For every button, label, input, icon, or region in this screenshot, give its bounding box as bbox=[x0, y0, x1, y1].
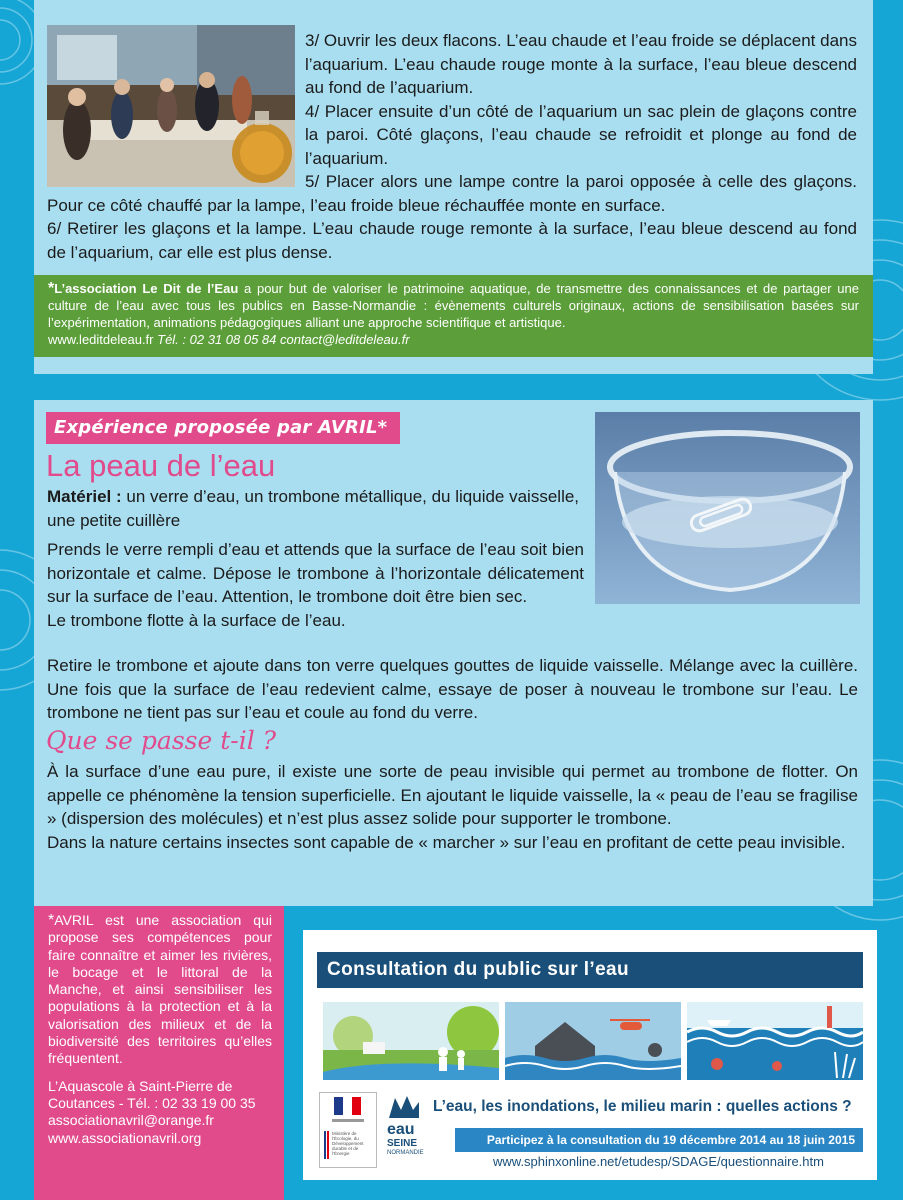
step-4: 4/ Placer ensuite d’un côté de l’aquarium un sac plein de glaçons contre la paroi. Côté glaçons, l’eau chaude se refroidit et plonge au fond de l’aquarium. bbox=[305, 101, 857, 168]
avril-address: L’Aquascole à Saint-Pierre de Coutances - Tél. : 02 33 19 00 35 bbox=[48, 1077, 256, 1111]
experience-answer bbox=[47, 760, 858, 854]
asterisk: * bbox=[48, 280, 55, 297]
avril-email[interactable]: associationavril@orange.fr bbox=[48, 1112, 214, 1129]
consultation-ad bbox=[303, 930, 877, 1180]
ad-title: Consultation du public sur l’eau bbox=[317, 952, 863, 988]
dit-de-leau-text: a pour but de valoriser le patrimoine aquatique, de transmettre des connaissances et de partager une culture de l’eau avec tous les publics en Basse-Normandie : évènements culturels originaux, actions de sensibilisation basées sur l’expérimentation, animations pédagogiques alliant une approche scientifique et artistique. bbox=[48, 281, 859, 330]
dit-de-leau-description bbox=[48, 280, 859, 331]
workshop-photo bbox=[47, 25, 295, 187]
avril-description: AVRIL est une association qui propose ses compétences pour faire connaître et aimer les rivières, le bocage et le littoral de la Manche, et ainsi sensibiliser les populations à la protection et à la valorisation des milieux et de la biodiversité des territoires qu’elles fréquentent. bbox=[48, 912, 272, 1067]
dit-de-leau-name: L’association Le Dit de l’Eau bbox=[54, 281, 239, 296]
ad-url[interactable]: www.sphinxonline.net/etudesp/SDAGE/questionnaire.htm bbox=[493, 1154, 824, 1169]
ad-illustration-flood bbox=[505, 1002, 681, 1080]
materiel-text: un verre d’eau, un trombone métallique, du liquide vaisselle, une petite cuillère bbox=[47, 487, 580, 530]
ad-illustration-land bbox=[323, 1002, 499, 1080]
materiel-label: Matériel : bbox=[47, 487, 122, 506]
dit-de-leau-contact bbox=[48, 331, 859, 348]
ad-dates: Participez à la consultation du 19 décembre 2014 au 18 juin 2015 bbox=[455, 1128, 863, 1152]
experience-continued bbox=[47, 654, 858, 725]
avril-website[interactable]: www.associationavril.org bbox=[48, 1129, 202, 1146]
republique-francaise-logo bbox=[319, 1092, 377, 1168]
materiel-line bbox=[47, 485, 584, 532]
top-steps-wide bbox=[47, 170, 857, 264]
top-steps bbox=[305, 29, 857, 170]
answer-2: Dans la nature certains insectes sont capable de « marcher » sur l’eau en profitant de cette peau invisible. bbox=[47, 832, 846, 852]
answer-1: À la surface d’une eau pure, il existe une sorte de peau invisible qui permet au trombone de flotter. On appelle ce phénomène la tension superficielle. En ajoutant le liquide vaisselle, la « peau de l’eau se fragilise » (dispersion des molécules) et n’est plus assez solide pour supporter le trombone. bbox=[47, 762, 858, 828]
seine-text: SEINE bbox=[387, 1138, 418, 1149]
para-2: Le trombone flotte à la surface de l’eau. bbox=[47, 610, 346, 630]
dit-de-leau-box bbox=[34, 275, 873, 357]
experience-intro bbox=[47, 485, 584, 632]
experience-badge: Expérience proposée par AVRIL* bbox=[46, 412, 400, 444]
eau-text: eau bbox=[387, 1121, 415, 1138]
dit-de-leau-phone: Tél. : 02 31 08 05 84 bbox=[157, 332, 277, 347]
step-6: 6/ Retirer les glaçons et la lampe. L’eau chaude rouge remonte à la surface, l’eau bleue descend au fond de l’aquarium, car elle est plus dense. bbox=[47, 219, 857, 262]
step-3: 3/ Ouvrir les deux flacons. L’eau chaude et l’eau froide se déplacent dans l’aquarium. L’eau chaude rouge monte à la surface, l’eau bleue descend au fond de l’aquarium. bbox=[305, 31, 857, 97]
dit-de-leau-website[interactable]: www.leditdeleau.fr bbox=[48, 332, 154, 347]
ad-illustration-sea bbox=[687, 1002, 863, 1080]
avril-description-para bbox=[48, 912, 272, 1068]
normandie-text: NORMANDIE bbox=[387, 1150, 424, 1156]
step-5: 5/ Placer alors une lampe contre la paroi opposée à celle des glaçons. Pour ce côté chauffé par la lampe, l’eau froide bleue réchauffée monte en surface. bbox=[47, 172, 857, 215]
ministry-text: Ministère de l’Écologie, du Développement durable et de l’Énergie bbox=[332, 1131, 364, 1156]
dit-de-leau-email[interactable]: contact@leditdeleau.fr bbox=[280, 332, 410, 347]
eau-seine-normandie-logo bbox=[385, 1092, 423, 1168]
question-heading: Que se passe t-il ? bbox=[46, 726, 277, 755]
para-3: Retire le trombone et ajoute dans ton verre quelques gouttes de liquide vaisselle. Mélange avec la cuillère. Une fois que la surface de l’eau redevient calme, essaye de poser à nouveau le trombone sur l’eau. Le trombone ne tient pas sur l’eau et coule au fond du verre. bbox=[47, 656, 858, 722]
ad-tagline: L’eau, les inondations, le milieu marin : quelles actions ? bbox=[433, 1098, 852, 1115]
experience-title: La peau de l’eau bbox=[46, 448, 276, 483]
asterisk: * bbox=[48, 912, 55, 929]
avril-box bbox=[34, 906, 284, 1200]
glass-photo bbox=[595, 412, 860, 604]
para-1: Prends le verre rempli d’eau et attends que la surface de l’eau soit bien horizontale et calme. Dépose le trombone à l’horizontale délicatement sur la surface de l’eau. Attention, le trombone doit être bien sec. bbox=[47, 540, 584, 606]
